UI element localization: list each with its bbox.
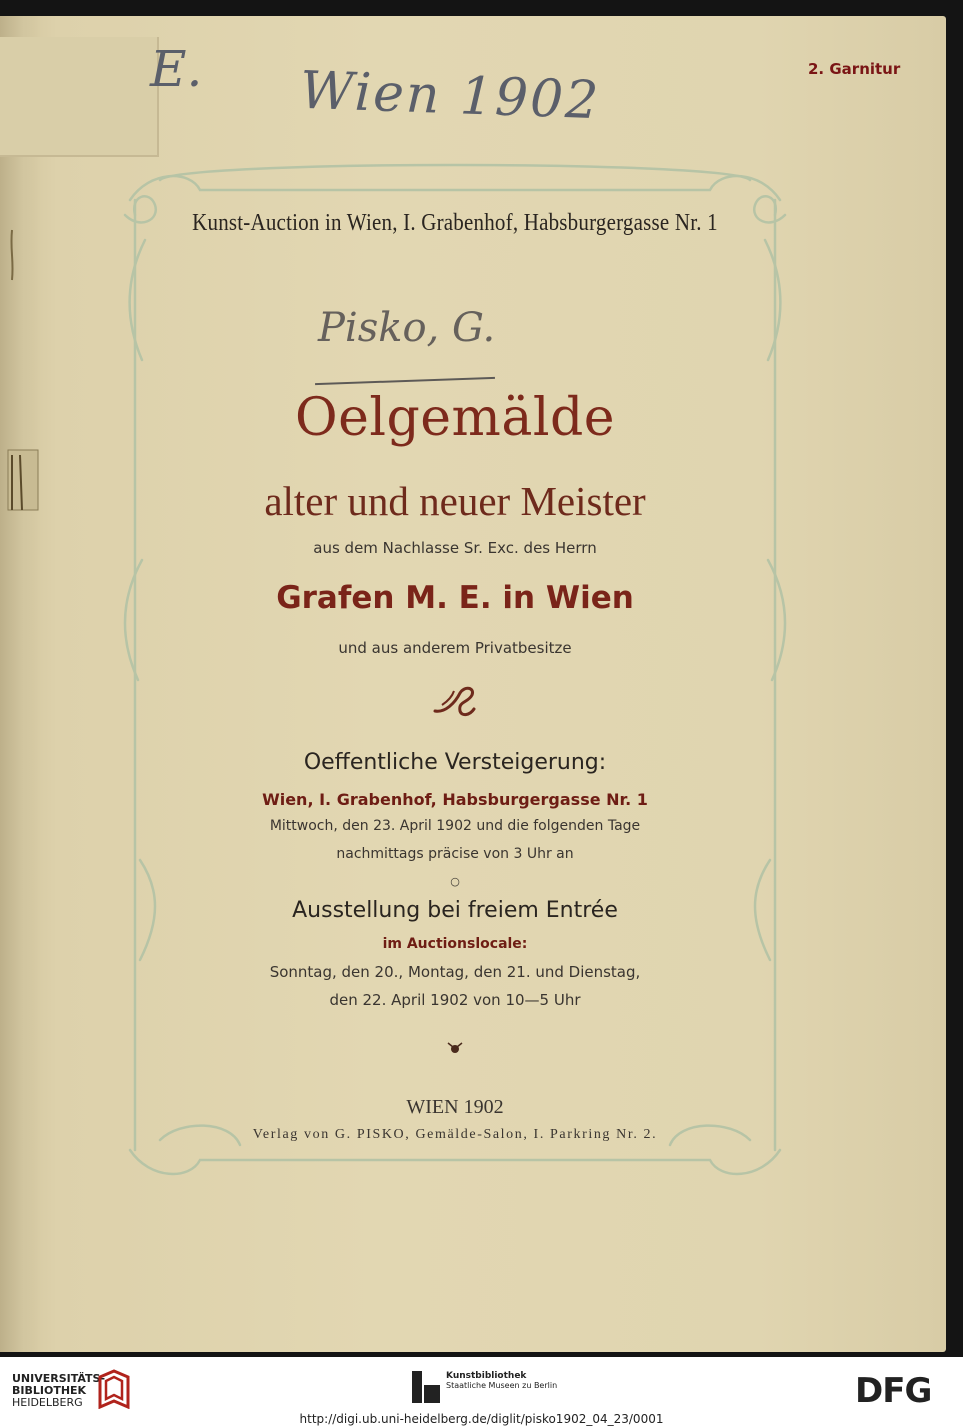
digitization-footer	[0, 1357, 963, 1427]
ub-heidelberg-emblem-icon	[96, 1369, 130, 1409]
auction-date: Mittwoch, den 23. April 1902 und die folgenden Tage	[269, 818, 641, 834]
auction-location: Wien, I. Grabenhof, Habsburgergasse Nr. 1	[262, 790, 648, 809]
kb-line-1: Kunstbibliothek	[446, 1371, 527, 1381]
catalogue-title: Oelgemälde	[294, 388, 616, 448]
garnitur-stamp: 2. Garnitur	[808, 60, 901, 78]
ub-heidelberg-logo-text	[12, 1373, 105, 1409]
exhibition-location: im Auctionslocale:	[382, 936, 528, 952]
small-flower-ornament-icon	[445, 1040, 465, 1056]
exhibition-date: den 22. April 1902 von 10—5 Uhr	[329, 991, 581, 1009]
section-separator: ○	[450, 875, 460, 888]
ub-line-3: HEIDELBERG	[12, 1396, 83, 1409]
imprint-place: WIEN 1902	[406, 1096, 504, 1118]
exhibition-heading: Ausstellung bei freiem Entrée	[292, 898, 618, 923]
handwritten-name-note: Pisko, G.	[318, 305, 496, 351]
provenance-line: aus dem Nachlasse Sr. Exc. des Herrn	[313, 539, 597, 557]
kb-line-2: Staatliche Museen zu Berlin	[446, 1381, 558, 1390]
catalogue-subtitle: alter und neuer Meister	[264, 478, 646, 524]
auction-time: nachmittags präcise von 3 Uhr an	[336, 846, 574, 862]
handwritten-top-note: Wien 1902	[299, 60, 602, 132]
kunstbibliothek-text	[446, 1371, 557, 1391]
dfg-logo: DFG	[855, 1371, 932, 1411]
kunstbibliothek-emblem-icon	[412, 1371, 440, 1403]
imprint-publisher: Verlag von G. PISKO, Gemälde-Salon, I. Parkring Nr. 2.	[252, 1127, 658, 1142]
auction-heading: Oeffentliche Versteigerung:	[303, 750, 607, 775]
leaf-ornament-icon	[430, 683, 480, 719]
additional-provenance: und aus anderem Privatbesitze	[338, 639, 572, 657]
handwritten-left-note: E.	[150, 40, 203, 98]
auction-header: Kunst-Auction in Wien, I. Grabenhof, Habsburgergasse Nr. 1	[192, 208, 718, 236]
permalink-url[interactable]: http://digi.ub.uni-heidelberg.de/diglit/pisko1902_04_23/0001	[299, 1412, 664, 1426]
ub-line-2: BIBLIOTHEK	[12, 1384, 87, 1397]
ub-line-1: UNIVERSITÄTS-	[12, 1372, 106, 1385]
exhibition-days: Sonntag, den 20., Montag, den 21. und Dienstag,	[269, 963, 641, 981]
owner-name: Grafen M. E. in Wien	[276, 580, 634, 616]
